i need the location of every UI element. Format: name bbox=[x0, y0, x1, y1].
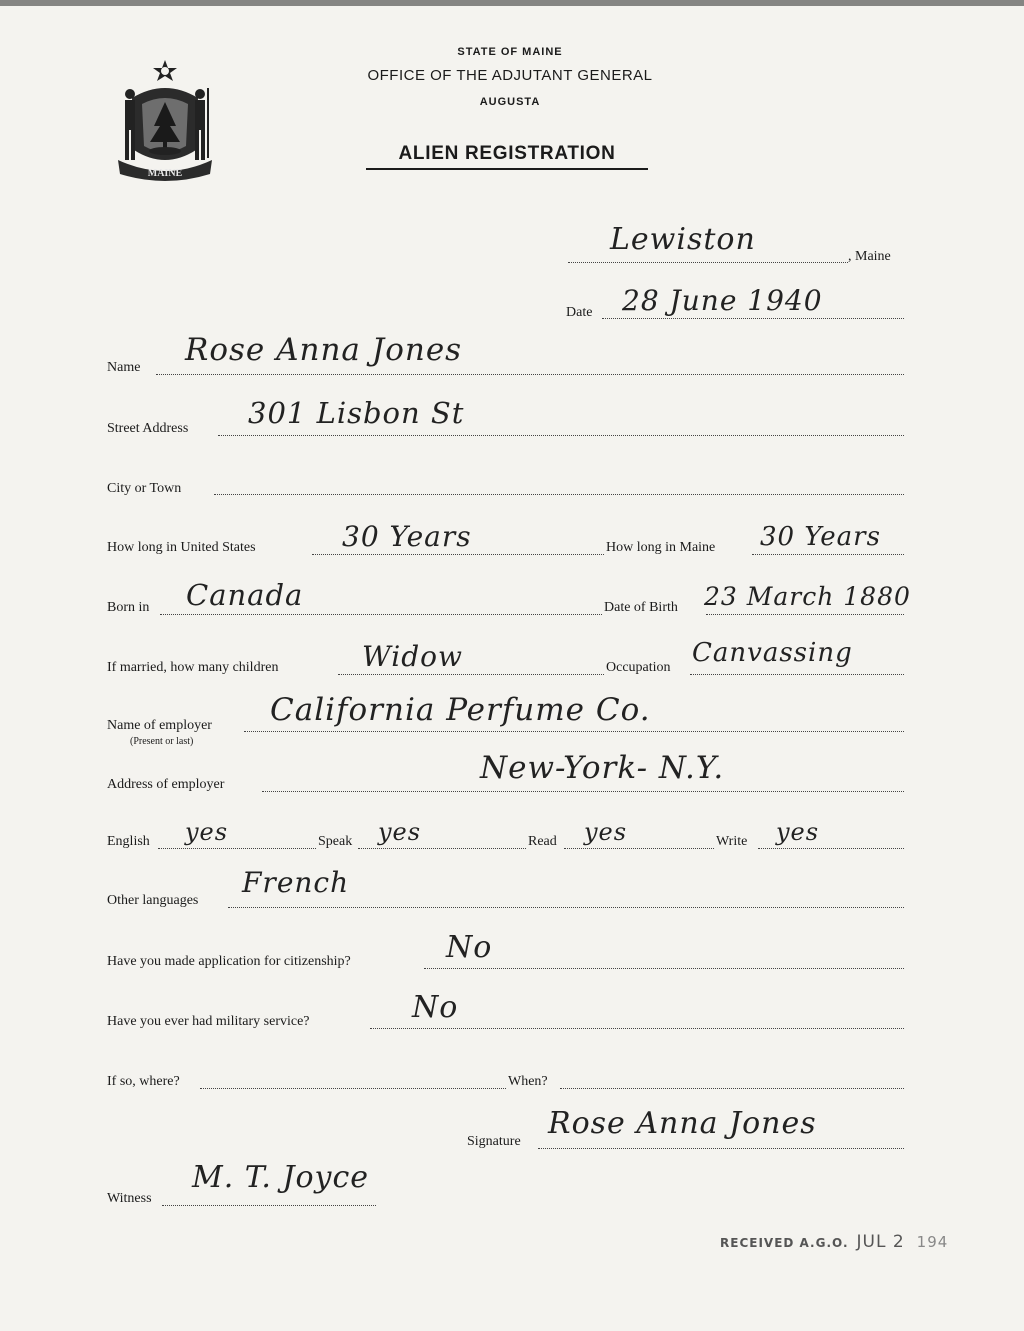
write-value: yes bbox=[776, 818, 820, 846]
date-label: Date bbox=[566, 305, 593, 320]
us-label: How long in United States bbox=[107, 540, 256, 555]
name-value: Rose Anna Jones bbox=[185, 332, 463, 368]
dob-line bbox=[706, 614, 904, 615]
children-label: If married, how many children bbox=[107, 660, 279, 675]
english-label: English bbox=[107, 834, 150, 849]
employer-sublabel: (Present or last) bbox=[130, 736, 194, 747]
date-value: 28 June 1940 bbox=[622, 284, 823, 317]
signature-value: Rose Anna Jones bbox=[548, 1106, 817, 1141]
speak-line bbox=[358, 848, 526, 849]
military-value: No bbox=[412, 990, 459, 1025]
header-city: AUGUSTA bbox=[479, 96, 541, 108]
other-languages-line bbox=[228, 907, 904, 908]
signature-line bbox=[538, 1148, 904, 1149]
employer-address-value: New-York- N.Y. bbox=[480, 750, 725, 786]
employer-label: Name of employer bbox=[107, 718, 212, 733]
stamp-year: 194 bbox=[916, 1233, 949, 1251]
us-line bbox=[312, 554, 604, 555]
read-label: Read bbox=[528, 834, 557, 849]
maine-value: 30 Years bbox=[760, 522, 881, 552]
street-value: 301 Lisbon St bbox=[248, 396, 465, 430]
military-line bbox=[370, 1028, 904, 1029]
read-line bbox=[564, 848, 714, 849]
read-value: yes bbox=[584, 818, 628, 846]
header-office: OFFICE OF THE ADJUTANT GENERAL bbox=[367, 67, 653, 84]
born-line bbox=[160, 614, 602, 615]
occupation-label: Occupation bbox=[606, 660, 671, 675]
english-value: yes bbox=[185, 818, 229, 846]
employer-line bbox=[244, 731, 904, 732]
employer-address-label: Address of employer bbox=[107, 777, 225, 792]
maine-seal-icon bbox=[110, 58, 220, 184]
born-value: Canada bbox=[186, 578, 304, 612]
citizenship-line bbox=[424, 968, 904, 969]
street-label: Street Address bbox=[107, 421, 189, 436]
received-stamp bbox=[720, 1232, 948, 1252]
occupation-line bbox=[690, 674, 904, 675]
citizenship-value: No bbox=[446, 930, 493, 965]
employer-value: California Perfume Co. bbox=[270, 692, 651, 728]
employer-address-line bbox=[262, 791, 904, 792]
scan-edge bbox=[0, 0, 1024, 6]
military-label: Have you ever had military service? bbox=[107, 1014, 310, 1029]
state-suffix: , Maine bbox=[848, 249, 891, 264]
form-title: ALIEN REGISTRATION bbox=[366, 143, 648, 170]
town-line bbox=[568, 262, 848, 263]
other-languages-value: French bbox=[242, 866, 350, 899]
name-label: Name bbox=[107, 360, 141, 375]
date-line bbox=[602, 318, 904, 319]
speak-label: Speak bbox=[318, 834, 353, 849]
where-line bbox=[200, 1088, 506, 1089]
signature-label: Signature bbox=[467, 1134, 521, 1149]
dob-value: 23 March 1880 bbox=[704, 582, 911, 611]
when-label: When? bbox=[508, 1074, 548, 1089]
witness-label: Witness bbox=[107, 1191, 152, 1206]
witness-value: M. T. Joyce bbox=[192, 1160, 370, 1195]
born-label: Born in bbox=[107, 600, 150, 615]
city-line bbox=[214, 494, 904, 495]
occupation-value: Canvassing bbox=[692, 638, 853, 668]
town-value: Lewiston bbox=[610, 222, 756, 257]
us-value: 30 Years bbox=[342, 520, 472, 553]
witness-line bbox=[162, 1205, 376, 1206]
where-label: If so, where? bbox=[107, 1074, 180, 1089]
citizenship-label: Have you made application for citizenship? bbox=[107, 954, 351, 969]
children-line bbox=[338, 674, 604, 675]
maine-line bbox=[752, 554, 904, 555]
dob-label: Date of Birth bbox=[604, 600, 678, 615]
street-line bbox=[218, 435, 904, 436]
maine-label: How long in Maine bbox=[606, 540, 716, 555]
speak-value: yes bbox=[378, 818, 422, 846]
english-line bbox=[158, 848, 316, 849]
other-languages-label: Other languages bbox=[107, 893, 199, 908]
header-state: STATE OF MAINE bbox=[457, 46, 563, 58]
name-line bbox=[156, 374, 904, 375]
stamp-date: JUL 2 bbox=[856, 1232, 905, 1252]
seal-text: MAINE bbox=[147, 168, 183, 179]
children-value: Widow bbox=[362, 640, 463, 673]
when-line bbox=[560, 1088, 904, 1089]
city-label: City or Town bbox=[107, 481, 182, 496]
write-label: Write bbox=[716, 834, 748, 849]
write-line bbox=[758, 848, 904, 849]
stamp-received: RECEIVED A.G.O. bbox=[720, 1236, 849, 1250]
